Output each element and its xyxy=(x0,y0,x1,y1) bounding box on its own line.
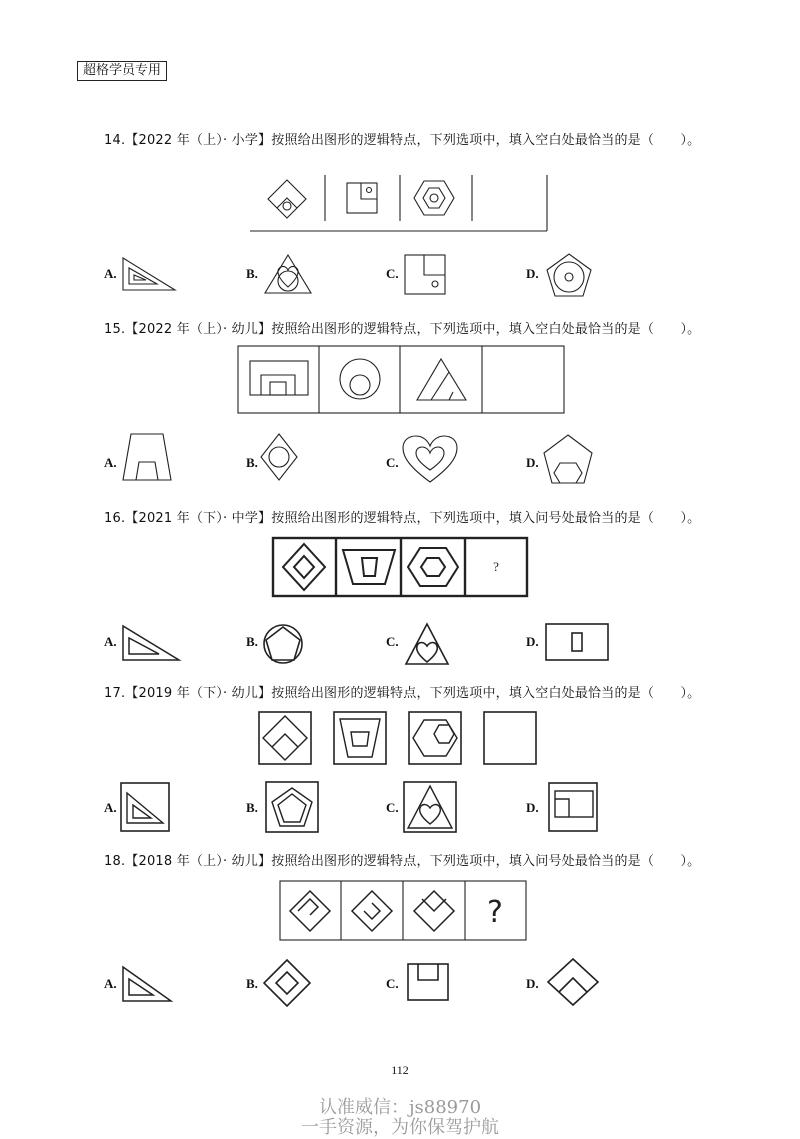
triangle-heart-option-icon xyxy=(263,253,313,295)
question-18-option-c[interactable]: C. xyxy=(386,976,399,991)
square-bracket-option-icon xyxy=(406,962,450,1002)
page-number: 112 xyxy=(391,1063,409,1077)
square-triangle-option-icon xyxy=(119,781,171,833)
question-15-option-b[interactable]: B. xyxy=(246,455,258,470)
question-15-option-d[interactable]: D. xyxy=(526,455,539,470)
question-18-figure xyxy=(279,880,529,942)
watermark-line-1: 认准威信：js88970 xyxy=(318,1097,482,1118)
question-17-option-a[interactable]: A. xyxy=(104,800,117,815)
question-14-option-d[interactable]: D. xyxy=(526,266,539,281)
question-18-text: 18.【2018 年（上）· 幼儿】按照给出图形的逻辑特点，下列选项中，填入问号处最恰当的是（ ）。 xyxy=(104,854,701,869)
question-16-option-b[interactable]: B. xyxy=(246,634,258,649)
square-rectangle-option-icon xyxy=(547,781,599,833)
pentagon-circle-option-icon xyxy=(261,622,305,666)
square-option-icon xyxy=(404,254,448,296)
question-15-option-c[interactable]: C. xyxy=(386,455,399,470)
trapezoid-option-icon xyxy=(121,432,173,482)
question-14-option-b[interactable]: B. xyxy=(246,266,258,281)
question-16-option-a[interactable]: A. xyxy=(104,634,117,649)
pentagon-option-icon xyxy=(545,252,593,298)
diamond-circle-option-icon xyxy=(259,432,299,482)
question-18-option-a[interactable]: A. xyxy=(104,976,117,991)
heart-option-icon xyxy=(401,434,459,484)
question-14-text: 14.【2022 年（上）· 小学】按照给出图形的逻辑特点，下列选项中，填入空白处最恰当的是（ ）。 xyxy=(104,133,701,148)
triangle-option-icon xyxy=(121,624,181,662)
question-15-option-a[interactable]: A. xyxy=(104,455,117,470)
question-14-figure xyxy=(250,175,550,235)
question-14-option-c[interactable]: C. xyxy=(386,266,399,281)
triangle-heart-option-icon xyxy=(404,622,450,666)
question-15-text: 15.【2022 年（上）· 幼儿】按照给出图形的逻辑特点，下列选项中，填入空白处最恰当的是（ ）。 xyxy=(104,322,701,337)
triangle-option-icon xyxy=(121,256,177,292)
question-14-option-a[interactable]: A. xyxy=(104,266,117,281)
question-15-figure xyxy=(237,345,567,415)
diamond-chevron-option-icon xyxy=(546,957,600,1007)
question-16-figure xyxy=(271,536,531,600)
triangle-option-icon xyxy=(121,965,173,1003)
question-16-mark: ? xyxy=(493,559,499,574)
question-18-option-d[interactable]: D. xyxy=(526,976,539,991)
question-18-mark: ? xyxy=(487,895,503,930)
watermark-line-2: 一手资源，为你保驾护航 xyxy=(301,1117,499,1138)
rectangle-option-icon xyxy=(544,622,612,662)
question-17-figure xyxy=(257,710,537,770)
pentagon-hexagon-option-icon xyxy=(542,433,594,485)
square-pentagon-option-icon xyxy=(264,780,320,834)
nested-diamond-option-icon xyxy=(262,958,312,1008)
student-only-tag: 超格学员专用 xyxy=(77,61,167,81)
question-17-option-c[interactable]: C. xyxy=(386,800,399,815)
question-16-option-c[interactable]: C. xyxy=(386,634,399,649)
question-17-option-b[interactable]: B. xyxy=(246,800,258,815)
square-triangle-heart-option-icon xyxy=(402,780,458,834)
question-16-text: 16.【2021 年（下）· 中学】按照给出图形的逻辑特点，下列选项中，填入问号处最恰当的是（ ）。 xyxy=(104,511,701,526)
question-17-option-d[interactable]: D. xyxy=(526,800,539,815)
question-17-text: 17.【2019 年（下）· 幼儿】按照给出图形的逻辑特点，下列选项中，填入空白处最恰当的是（ ）。 xyxy=(104,686,701,701)
question-16-option-d[interactable]: D. xyxy=(526,634,539,649)
question-18-option-b[interactable]: B. xyxy=(246,976,258,991)
